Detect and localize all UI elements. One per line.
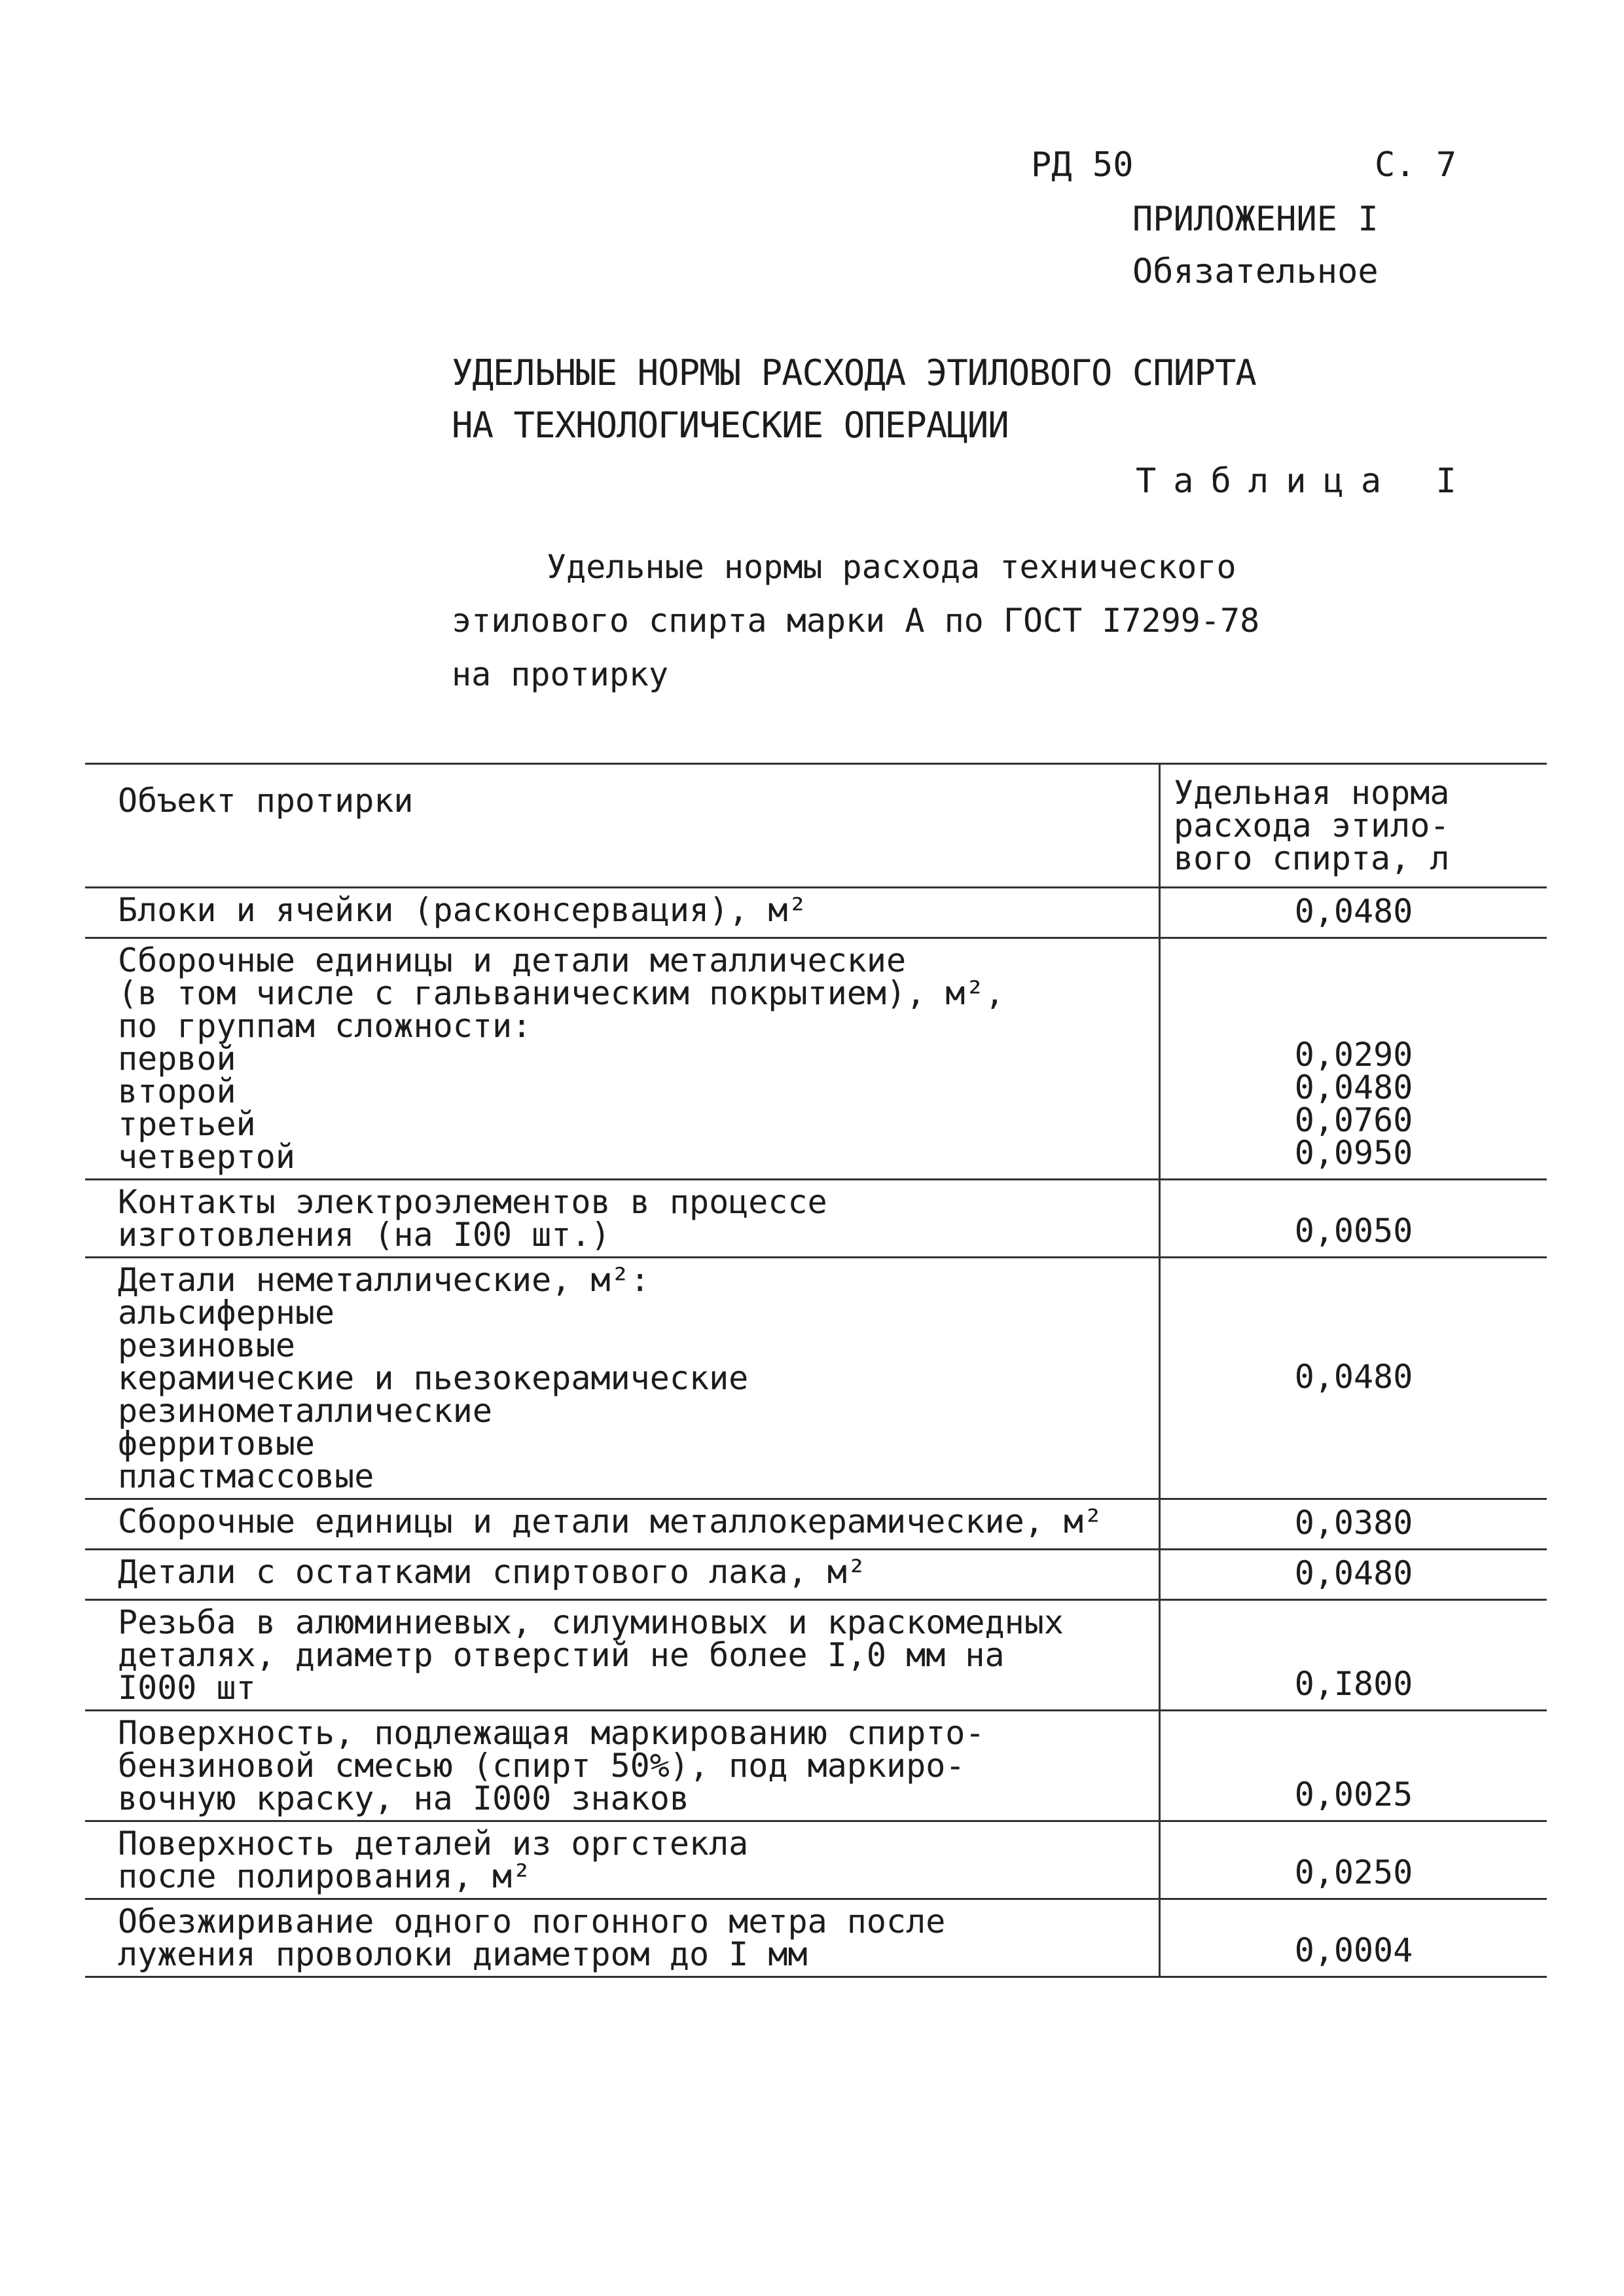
- object-cell: [85, 938, 1160, 1180]
- norm-value: 0,0760: [1294, 1101, 1413, 1139]
- table-row: [85, 888, 1547, 938]
- object-cell: [85, 1258, 1160, 1499]
- norm-values: [1294, 1931, 1413, 1969]
- table-row: [85, 1711, 1547, 1821]
- norm-values: [1295, 1778, 1413, 1811]
- norm-value: 0,0004: [1294, 1931, 1413, 1969]
- norm-value: 0,0480: [1294, 1554, 1413, 1592]
- norm-value: 0,0050: [1294, 1212, 1413, 1250]
- table-caption-line-3: на протирку: [452, 655, 669, 693]
- object-line: вочную краску, на I000 знаков: [118, 1779, 689, 1817]
- norm-values: [1294, 1853, 1413, 1891]
- object-cell: [85, 888, 1160, 938]
- norm-value: 0,0380: [1294, 1504, 1413, 1542]
- object-line: четвертой: [118, 1138, 295, 1176]
- norm-cell: [1160, 1258, 1547, 1499]
- object-name: Сборочные единицы и детали металлокерамические, м²: [118, 1503, 1104, 1540]
- object-line: после полирования, м²: [118, 1857, 532, 1895]
- object-line: I000 шт: [118, 1669, 256, 1707]
- object-cell: [85, 1899, 1160, 1977]
- object-line: третьей: [118, 1105, 256, 1143]
- table-row: [85, 938, 1547, 1180]
- column-header-norm-line: Удельная норма: [1174, 774, 1450, 812]
- table-row: [85, 1821, 1547, 1899]
- object-cell: [85, 1499, 1160, 1550]
- object-name: Резьба в алюминиевых, силуминовых и краскомедных: [118, 1603, 1064, 1641]
- object-line: изготовления (на I00 шт.): [118, 1216, 611, 1254]
- object-name: Детали с остатками спиртового лака, м²: [118, 1553, 867, 1591]
- table-caption-line-2: этилового спирта марки А по ГОСТ I7299-78: [452, 602, 1260, 640]
- object-name: Поверхность деталей из оргстекла: [118, 1825, 749, 1863]
- object-line: бензиновой смесью (спирт 50%), под маркиро-: [118, 1747, 965, 1785]
- object-line: резинометаллические: [118, 1392, 492, 1430]
- table-row: [85, 1499, 1547, 1550]
- table-row: [85, 1180, 1547, 1258]
- object-cell: [85, 1550, 1160, 1600]
- object-line: керамические и пьезокерамические: [118, 1359, 749, 1397]
- object-line: (в том числе с гальваническим покрытием), м²,: [118, 974, 1005, 1012]
- document-title-line-2: НА ТЕХНОЛОГИЧЕСКИЕ ОПЕРАЦИИ: [452, 405, 1009, 446]
- norm-values: [1294, 1036, 1413, 1172]
- object-line: резиновые: [118, 1326, 295, 1364]
- table-body: [85, 888, 1547, 1977]
- norm-value: 0,0025: [1294, 1776, 1413, 1813]
- object-cell: [85, 1600, 1160, 1711]
- table-label: Таблица I: [1136, 462, 1473, 501]
- table-row: [85, 1258, 1547, 1499]
- norm-cell: [1160, 938, 1547, 1180]
- table-row: [85, 1899, 1547, 1977]
- object-name: Сборочные единицы и детали металлические: [118, 941, 907, 979]
- object-cell: [85, 1711, 1160, 1821]
- norm-value: 0,0290: [1294, 1036, 1413, 1074]
- table-header-row: [85, 764, 1547, 888]
- object-name: Блоки и ячейки (расконсервация), м²: [118, 891, 808, 929]
- norm-cell: [1160, 1600, 1547, 1711]
- table-row: [85, 1550, 1547, 1600]
- column-header-norm: [1160, 764, 1547, 888]
- object-name: Обезжиривание одного погонного метра после: [118, 1903, 946, 1941]
- norm-cell: [1160, 1711, 1547, 1821]
- norm-value: 0,0950: [1294, 1134, 1413, 1172]
- object-name: Поверхность, подлежащая маркированию спирто-: [118, 1714, 985, 1752]
- table-caption-line-1: Удельные нормы расхода технического: [547, 548, 1236, 586]
- norm-values: [1294, 1554, 1413, 1592]
- appendix-status: Обязательное: [1132, 252, 1379, 291]
- document-code: РД 50: [1031, 145, 1134, 185]
- norms-table: [85, 763, 1547, 1978]
- norm-value: 0,0480: [1294, 892, 1413, 930]
- object-line: деталях, диаметр отверстий не более I,0 мм на: [118, 1636, 1005, 1674]
- norm-values: [1294, 1504, 1413, 1542]
- column-header-norm-line: вого спирта, л: [1174, 839, 1450, 877]
- object-line: второй: [118, 1072, 236, 1110]
- norm-value: 0,0250: [1294, 1853, 1413, 1891]
- table-row: [85, 1600, 1547, 1711]
- norm-values: [1294, 892, 1413, 930]
- object-cell: [85, 1821, 1160, 1899]
- norm-cell: [1160, 1550, 1547, 1600]
- object-line: альсиферные: [118, 1294, 335, 1332]
- column-header-norm-line: расхода этило-: [1174, 807, 1450, 845]
- object-line: пластмассовые: [118, 1457, 374, 1495]
- object-cell: [85, 1180, 1160, 1258]
- norm-cell: [1160, 888, 1547, 938]
- norm-cell: [1160, 1821, 1547, 1899]
- document-title-line-1: УДЕЛЬНЫЕ НОРМЫ РАСХОДА ЭТИЛОВОГО СПИРТА: [452, 352, 1256, 393]
- object-name: Детали неметаллические, м²:: [118, 1261, 650, 1299]
- appendix-label: ПРИЛОЖЕНИЕ I: [1132, 200, 1379, 239]
- page-number: С. 7: [1375, 145, 1457, 185]
- norm-cell: [1160, 1899, 1547, 1977]
- column-header-object: Объект протирки: [85, 764, 1160, 888]
- norm-values: [1294, 1358, 1413, 1396]
- object-line: лужения проволоки диаметром до I мм: [118, 1935, 808, 1973]
- norm-cell: [1160, 1180, 1547, 1258]
- norm-values: [1294, 1665, 1413, 1703]
- norm-value: 0,I800: [1294, 1665, 1413, 1703]
- norm-value: 0,0480: [1294, 1068, 1413, 1106]
- object-line: ферритовые: [118, 1425, 316, 1463]
- norm-values: [1294, 1212, 1413, 1250]
- object-line: по группам сложности:: [118, 1007, 532, 1045]
- object-line: первой: [118, 1040, 236, 1078]
- norm-cell: [1160, 1499, 1547, 1550]
- object-name: Контакты электроэлементов в процессе: [118, 1183, 827, 1221]
- norm-value: 0,0480: [1294, 1358, 1413, 1396]
